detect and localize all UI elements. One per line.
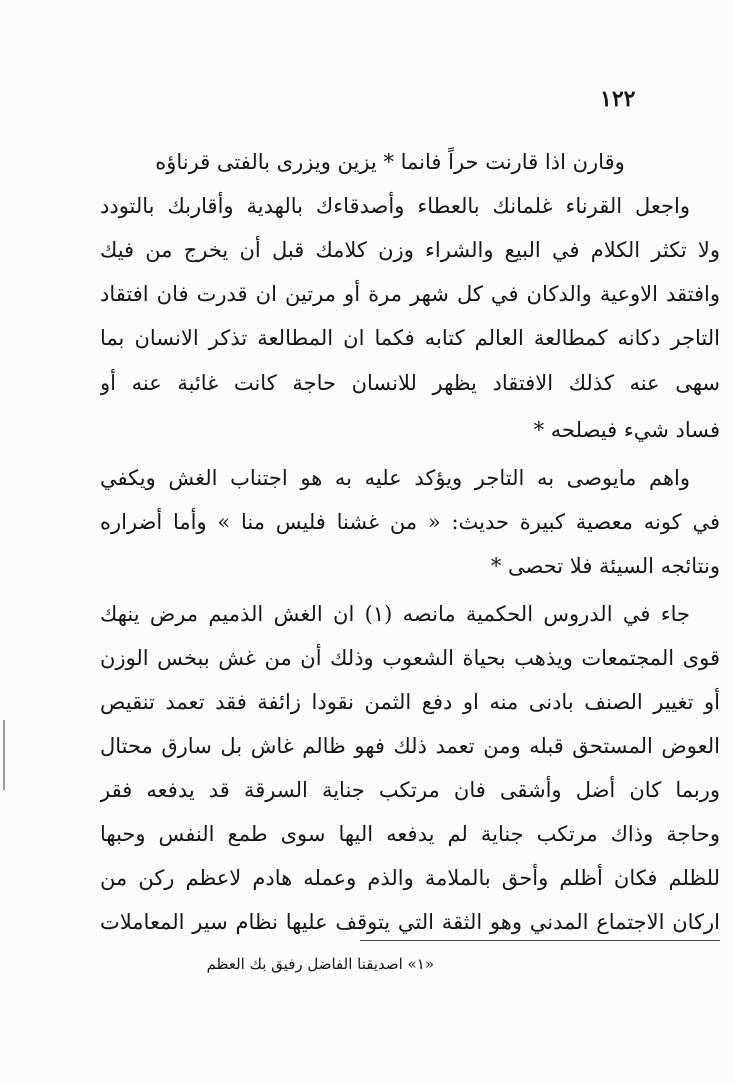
text-line: واجعل القرناء غلمانك بالعطاء وأصدقاءك بالهدية وأقاربك بالتودد — [100, 194, 690, 218]
page-edge-mark — [3, 720, 5, 790]
text-line: في كونه معصية كبيرة حديث: « من غشنا فليس منا » وأما أضراره — [100, 510, 720, 534]
text-line: فساد شيء فيصلحه * — [533, 418, 720, 442]
text-line: العوض المستحق قبله ومن تعمد ذلك فهو ظالم غاش بل سارق محتال — [100, 734, 720, 758]
text-line: وحاجة وذاك مرتكب جناية لم يدفعه اليها سوى طمع النفس وحبها — [100, 822, 720, 846]
text-line: ولا تكثر الكلام في البيع والشراء وزن كلامك قبل أن يخرج من فيك — [100, 238, 720, 262]
page-number: ١٢٢ — [600, 86, 636, 112]
text-line: وافتقد الاوعية والدكان في كل شهر مرة أو مرتين ان قدرت فان افتقاد — [100, 282, 720, 306]
text-line: للظلم فكان أظلم وأحق بالملامة والذم وعمله هادم لاعظم ركن من — [100, 866, 720, 890]
text-line: اركان الاجتماع المدني وهو الثقة التي يتوقف عليها نظام سير المعاملات — [100, 910, 720, 934]
text-line: أو تغيير الصنف بادنى منه او دفع الثمن نقودا زائفة فقد تعمد تنقيص — [100, 690, 720, 714]
text-line: ونتائجه السيئة فلا تحصى * — [490, 554, 720, 578]
footnote: «١» اصديقنا الفاضل رفيق بك العظم — [206, 955, 434, 973]
verse-line: وقارن اذا قارنت حراً فانما * يزين ويزرى بالفتى قرناؤه — [155, 150, 625, 174]
text-line: وربما كان أضل وأشقى فان مرتكب جناية السرقة قد يدفعه فقر — [100, 778, 720, 802]
text-line: سهى عنه كذلك الافتقاد يظهر للانسان حاجة كانت غائبة عنه أو — [100, 371, 720, 395]
footnote-divider — [360, 940, 720, 941]
text-line: واهم مايوصى به التاجر ويؤكد عليه به هو اجتناب الغش ويكفي — [100, 466, 690, 490]
text-line: قوى المجتمعات ويذهب بحياة الشعوب وذلك أن من غش ببخس الوزن — [100, 646, 720, 670]
text-line: جاء في الدروس الحكمية مانصه (١) ان الغش الذميم مرض ينهك — [100, 602, 690, 626]
text-line: التاجر دكانه كمطالعة العالم كتابه فكما ان المطالعة تذكر الانسان بما — [100, 326, 720, 350]
